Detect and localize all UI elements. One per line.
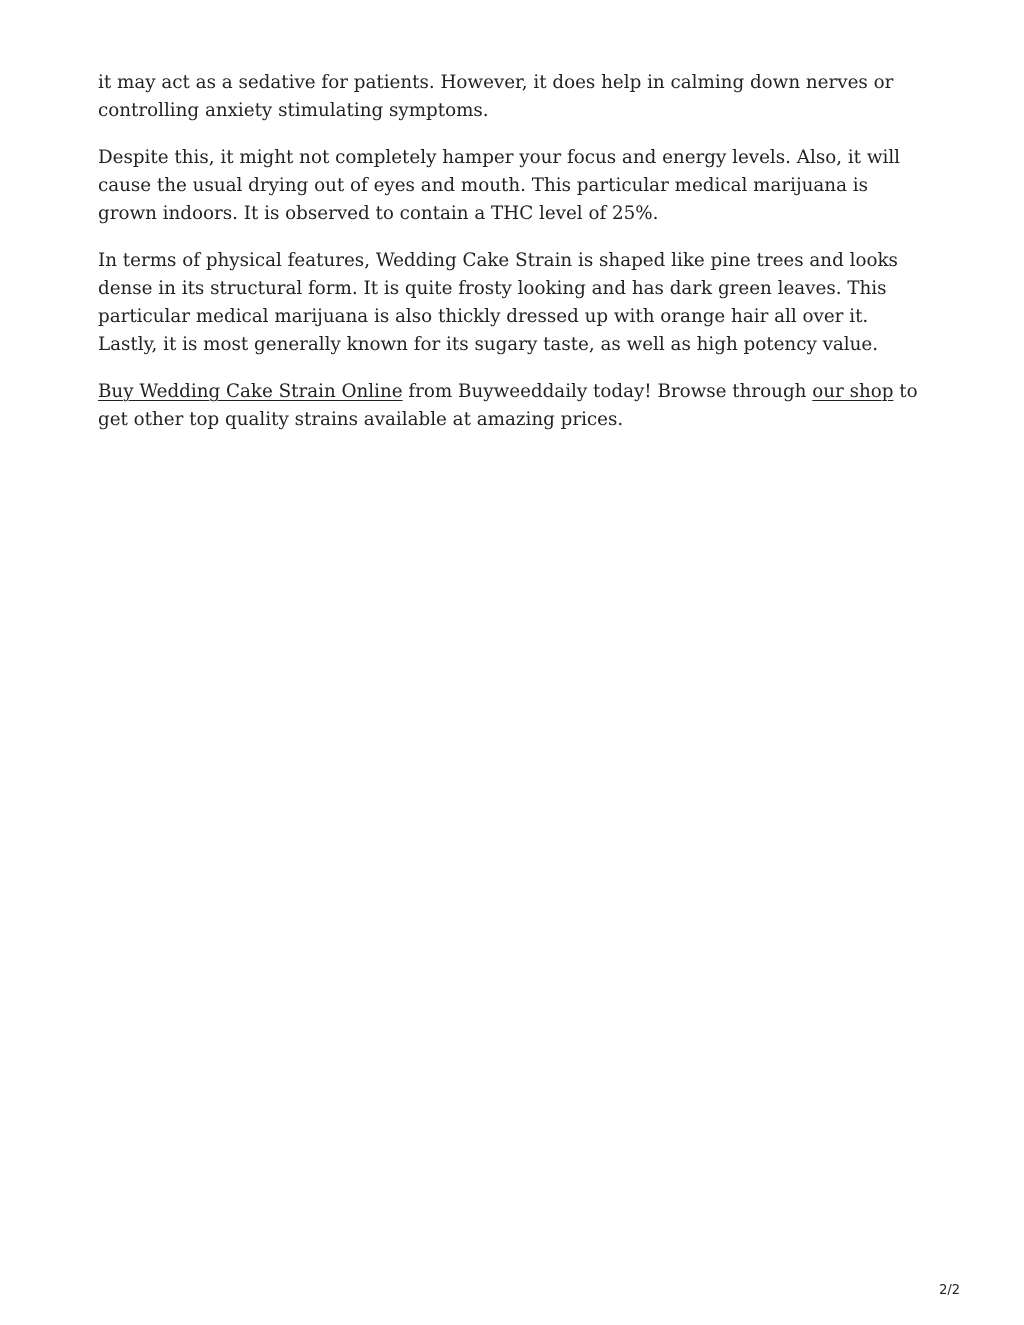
page-number: 2/2 [939,1283,960,1298]
buy-wedding-cake-strain-link[interactable]: Buy Wedding Cake Strain Online [98,380,403,402]
paragraph-call-to-action [98,378,924,434]
our-shop-link[interactable]: our shop [812,380,894,402]
paragraph-physical-features: In terms of physical features, Wedding Cake Strain is shaped like pine trees and looks dense in its structural form. It is quite frosty looking and has dark green leaves. This particular medical marijuana is also thickly dressed up with orange hair all over it. Lastly, it is most generally known for its sugary taste, as well as high potency value. [98,250,898,355]
cta-text-middle: from Buyweeddaily today! Browse through [402,380,813,402]
cta-text-end: to get other top quality strains available at amazing prices. [98,380,918,430]
paragraph-focus-energy: Despite this, it might not completely hamper your focus and energy levels. Also, it will cause the usual drying out of eyes and mouth. This particular medical marijuana is grown indoors. It is observed to contain a THC level of 25%. [98,147,901,224]
paragraph-sedative: it may act as a sedative for patients. However, it does help in calming down nerves or controlling anxiety stimulating symptoms. [98,72,894,121]
article-body [98,69,924,453]
